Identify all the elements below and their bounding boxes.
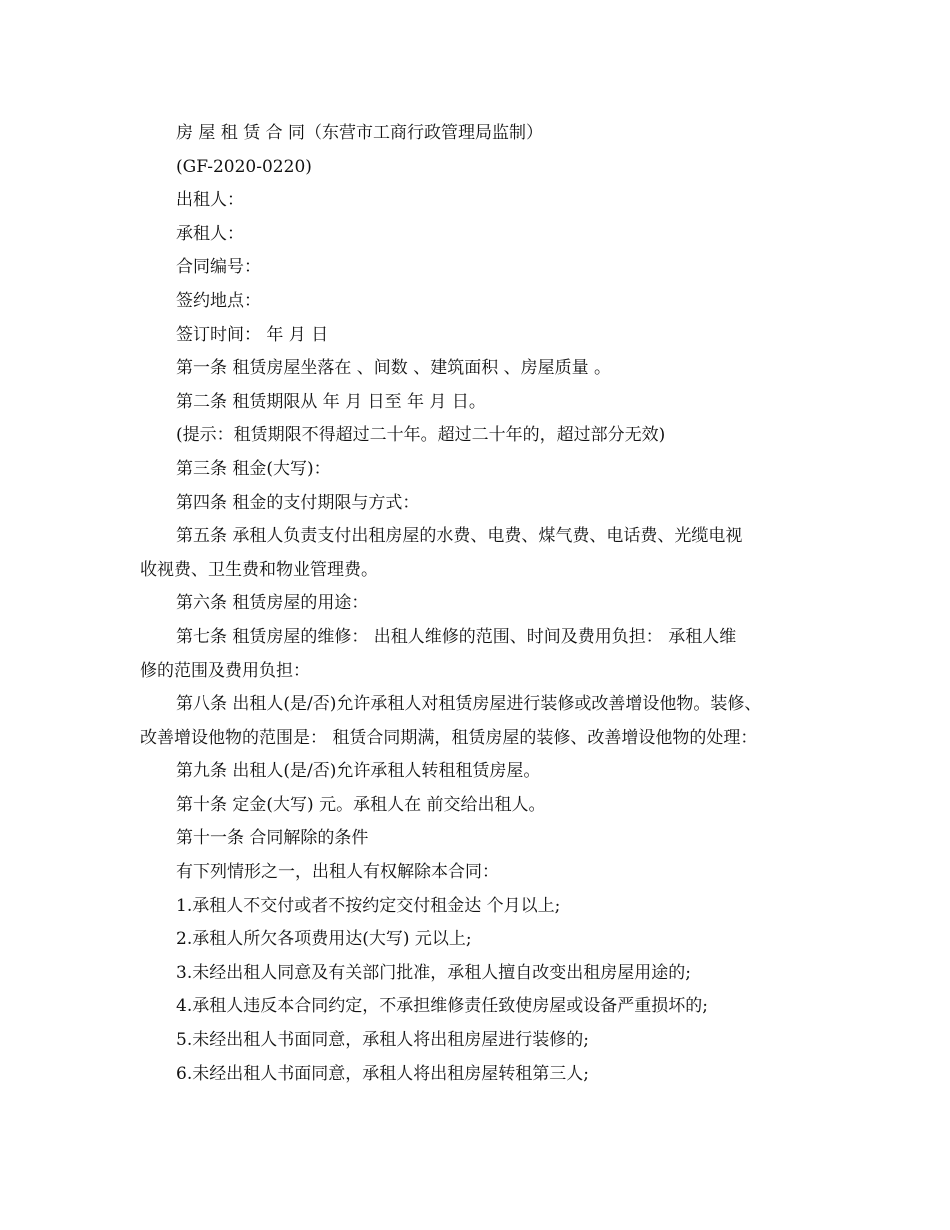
document-text-line: 5.未经出租人书面同意，承租人将出租房屋进行装修的; — [176, 1030, 589, 1051]
document-text-line: 有下列情形之一，出租人有权解除本合同： — [176, 862, 499, 883]
document-text-line: 第三条 租金(大写)： — [176, 458, 331, 479]
document-text-line: 签订时间： 年 月 日 — [176, 324, 329, 345]
document-text-line: 修的范围及费用负担： — [140, 660, 310, 681]
document-text-line: 3.未经出租人同意及有关部门批准，承租人擅自改变出租房屋用途的; — [176, 962, 691, 983]
document-text-line: (提示：租赁期限不得超过二十年。超过二十年的，超过部分无效) — [176, 425, 666, 446]
document-text-line: 房 屋 租 赁 合 同（东营市工商行政管理局监制） — [176, 123, 544, 143]
document-text-line: 合同编号： — [176, 257, 261, 278]
document-text-line: 第四条 租金的支付期限与方式： — [176, 492, 420, 513]
document-text-line: 第七条 租赁房屋的维修： 出租人维修的范围、时间及费用负担： 承租人维 — [176, 626, 737, 647]
document-body — [140, 117, 830, 1091]
document-text-line: 第一条 租赁房屋坐落在 、间数 、建筑面积 、房屋质量 。 — [176, 358, 612, 379]
document-text-line: 承租人： — [176, 223, 244, 244]
document-text-line: 1.承租人不交付或者不按约定交付租金达 个月以上; — [176, 895, 561, 916]
document-text-line: 2.承租人所欠各项费用达(大写) 元以上; — [176, 929, 472, 950]
document-text-line: 签约地点： — [176, 290, 261, 311]
document-text-line: 收视费、卫生费和物业管理费。 — [140, 559, 378, 580]
document-text-line: 第五条 承租人负责支付出租房屋的水费、电费、煤气费、电话费、光缆电视 — [176, 526, 743, 547]
document-text-line: 4.承租人违反本合同约定，不承担维修责任致使房屋或设备严重损坏的; — [176, 996, 708, 1017]
document-text-line: 第二条 租赁期限从 年 月 日至 年 月 日。 — [176, 391, 486, 412]
document-text-line: 第九条 出租人(是/否)允许承租人转租租赁房屋。 — [176, 761, 541, 782]
document-text-line: 出租人： — [176, 190, 244, 211]
document-text-line: 第十一条 合同解除的条件 — [176, 828, 369, 849]
document-text-line: 第六条 租赁房屋的用途： — [176, 593, 369, 614]
document-text-line: 改善增设他物的范围是： 租赁合同期满，租赁房屋的装修、改善增设他物的处理： — [140, 727, 758, 748]
document-text-line: 6.未经出租人书面同意，承租人将出租房屋转租第三人; — [176, 1063, 589, 1084]
document-text-line: (GF-2020-0220) — [176, 156, 312, 177]
document-text-line: 第十条 定金(大写) 元。承租人在 前交给出租人。 — [176, 794, 546, 815]
document-text-line: 第八条 出租人(是/否)允许承租人对租赁房屋进行装修或改善增设他物。装修、 — [176, 694, 762, 715]
